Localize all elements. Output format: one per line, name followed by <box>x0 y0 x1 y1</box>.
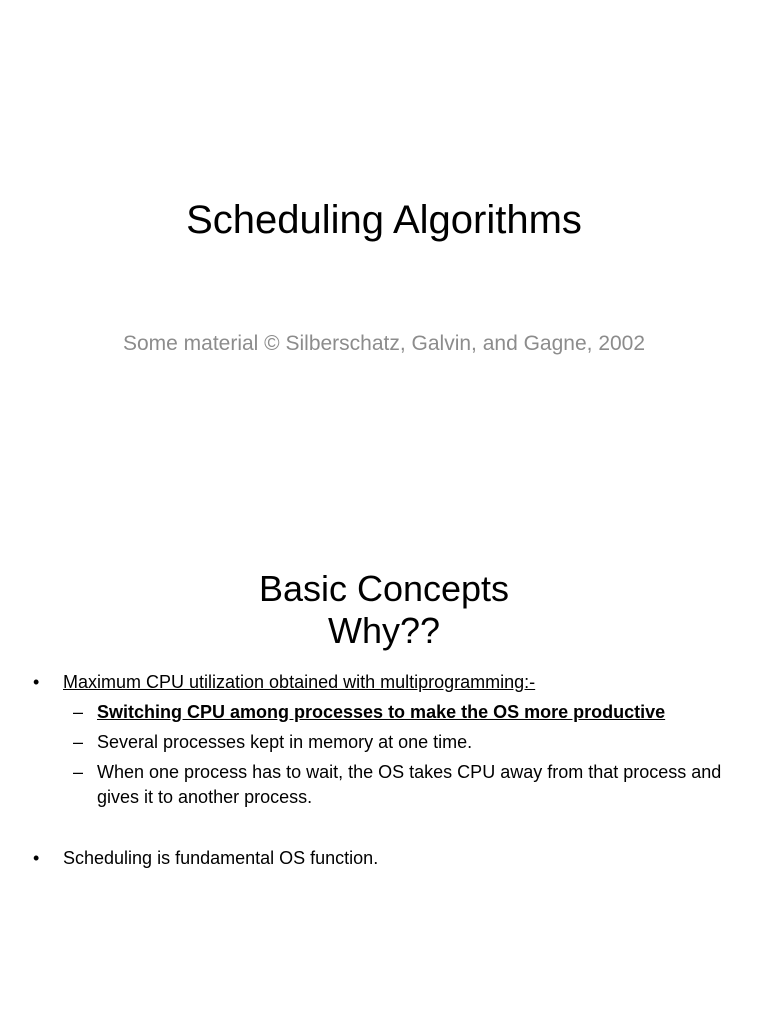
slide-title: Scheduling Algorithms <box>186 198 582 242</box>
bullet-marker: • <box>33 848 40 868</box>
bullet-item <box>0 670 768 695</box>
bullet-marker: • <box>33 672 40 692</box>
title-line-1: Basic Concepts <box>258 568 510 609</box>
basic-concepts-slide <box>0 500 768 1024</box>
slide-subtitle: Some material © Silberschatz, Galvin, and Gagne, 2002 <box>122 332 646 355</box>
bullet-text: Scheduling is fundamental OS function. <box>63 848 379 868</box>
sub-bullet-text: When one process has to wait, the OS takes CPU away from that process and gives it to another process. <box>97 762 722 807</box>
dash-marker: – <box>73 702 84 722</box>
dash-marker: – <box>73 732 84 752</box>
spacer <box>0 810 768 846</box>
bullet-item <box>0 846 768 871</box>
bullet-list <box>0 670 768 871</box>
title-slide <box>0 0 768 500</box>
dash-marker: – <box>73 762 84 782</box>
bullet-text: Maximum CPU utilization obtained with multiprogramming:- <box>63 672 536 692</box>
sub-bullet-item <box>0 760 768 810</box>
sub-bullet-text: Several processes kept in memory at one time. <box>97 732 473 752</box>
sub-bullet-text: Switching CPU among processes to make the OS more productive <box>97 702 666 722</box>
sub-bullet-item <box>0 700 768 725</box>
slide-title <box>0 568 768 652</box>
title-line-2: Why?? <box>327 610 441 651</box>
sub-bullet-item <box>0 730 768 755</box>
